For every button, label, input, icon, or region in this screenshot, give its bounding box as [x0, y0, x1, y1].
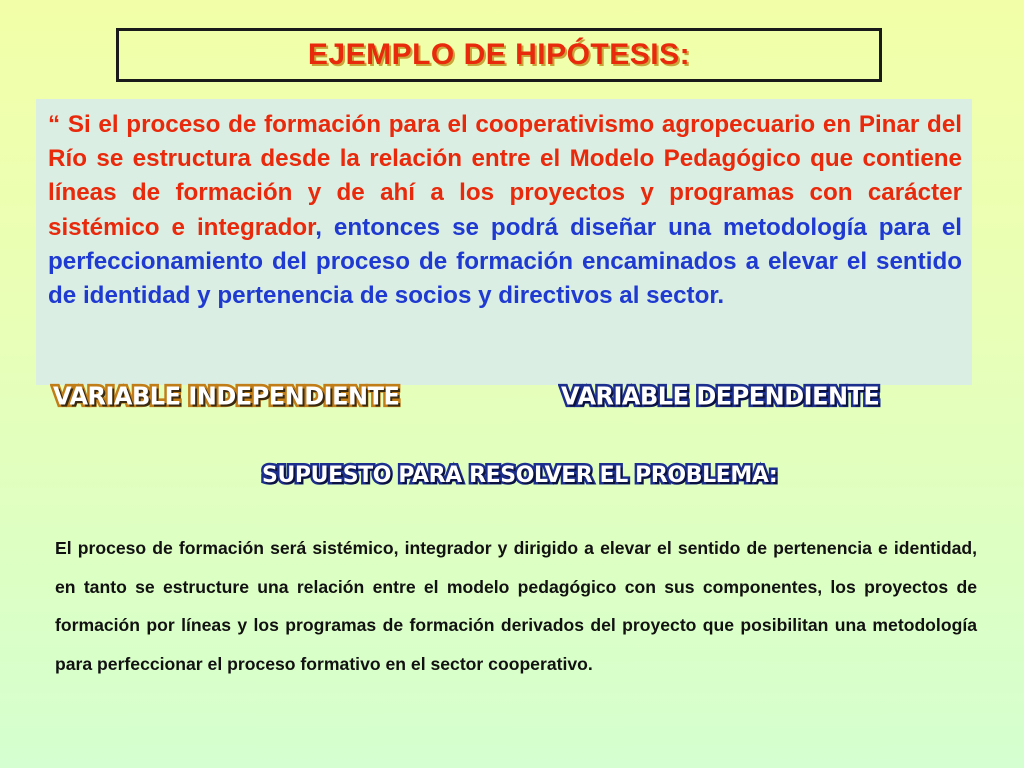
hypothesis-dependent-part: entonces se podrá diseñar una metodología para el perfeccionamiento del proceso de formación encaminados a elevar el sentido de identidad y pertenencia de socios y directivos al sector.	[48, 213, 963, 310]
title-box	[116, 28, 882, 82]
supuesto-paragraph: El proceso de formación será sistémico, integrador y dirigido a elevar el sentido de pertenencia e identidad, en tanto se estructure una relación entre el modelo pedagógico con sus componentes, los proyectos de formación por líneas y los programas de formación derivados del proyecto que posibilitan una metodología para perfeccionar el proceso formativo en el sector cooperativo.	[55, 538, 977, 674]
hypothesis-box	[36, 99, 972, 385]
hypothesis-independent-part: “ Si el proceso de formación para el cooperativismo agropecuario en Pinar del Río se estructura desde la relación entre el Modelo Pedagógico que contiene líneas de formación y de ahí a los proyectos y programas con carácter sistémico e integrador	[48, 111, 962, 241]
hypothesis-comma: ,	[315, 213, 322, 241]
hypothesis-text	[48, 108, 962, 313]
variable-dependiente-label: VARIABLE DEPENDIENTE	[561, 381, 880, 411]
variable-independiente-label: VARIABLE INDEPENDIENTE	[53, 381, 400, 411]
supuesto-heading: SUPUESTO PARA RESOLVER EL PROBLEMA:	[262, 463, 778, 488]
slide-title: EJEMPLO DE HIPÓTESIS:	[307, 38, 691, 71]
